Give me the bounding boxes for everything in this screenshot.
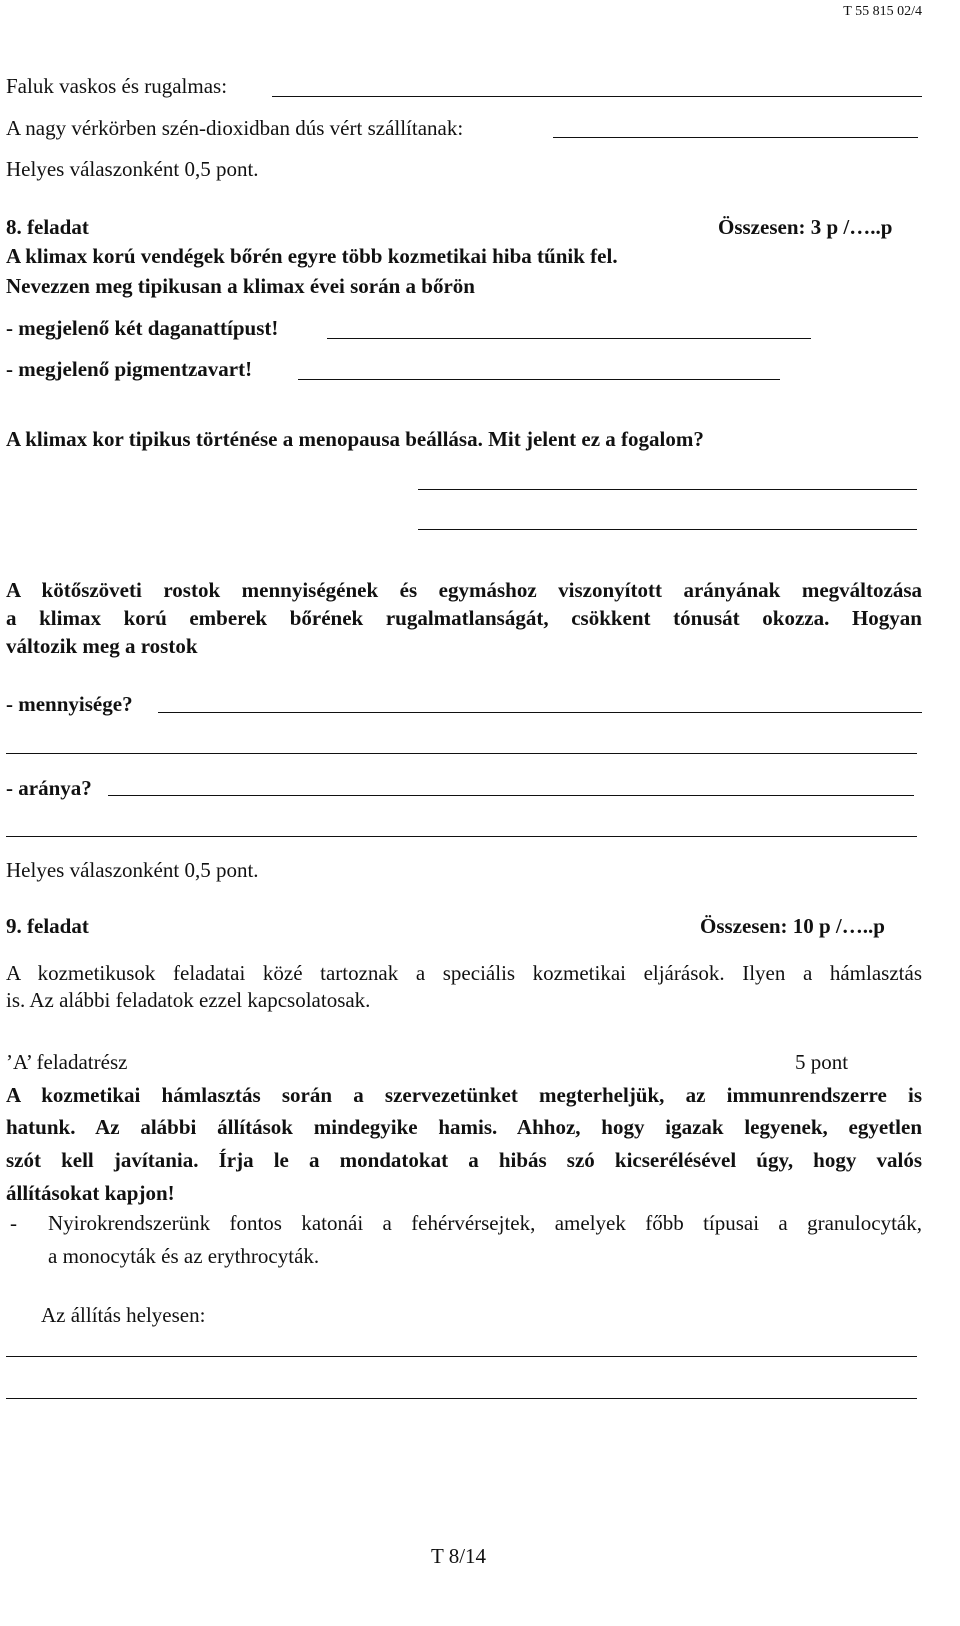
list-dash: - — [10, 1211, 17, 1235]
task9-title: 9. feladat — [6, 914, 89, 938]
answer-line[interactable] — [6, 1356, 917, 1357]
answer-line[interactable] — [327, 338, 811, 339]
task8-title: 8. feladat — [6, 215, 89, 239]
fibers-text-line-1: A kötőszöveti rostok mennyiségének és egymáshoz viszonyított arányának megváltozása — [6, 578, 922, 602]
scoring-note: Helyes válaszonként 0,5 pont. — [6, 157, 259, 181]
instruction-line-2: hatunk. Az alábbi állítások mindegyike hamis. Ahhoz, hogy igazak legyenek, egyetlen — [6, 1115, 922, 1139]
question-menopause: A klimax kor tipikus történése a menopausa beállása. Mit jelent ez a fogalom? — [6, 427, 704, 451]
answer-line[interactable] — [272, 96, 922, 97]
question-arteries: Faluk vaskos és rugalmas: — [6, 74, 228, 98]
question-ratio: - aránya? — [6, 776, 92, 800]
document-code: T 55 815 02/4 — [843, 4, 922, 19]
answer-line[interactable] — [6, 836, 917, 837]
answer-line[interactable] — [298, 379, 780, 380]
fibers-text-line-3: változik meg a rostok — [6, 634, 198, 658]
question-veins: A nagy vérkörben szén-dioxidban dús vért szállítanak: — [6, 116, 464, 140]
question-amount: - mennyisége? — [6, 692, 133, 716]
task8-intro: A klimax korú vendégek bőrén egyre több kozmetikai hiba tűnik fel. — [6, 244, 618, 268]
instruction-line-4: állításokat kapjon! — [6, 1181, 175, 1205]
question-tumors: - megjelenő két daganattípust! — [6, 316, 279, 340]
statement-line-1: Nyirokrendszerünk fontos katonái a fehérvérsejtek, amelyek főbb típusai a granulocyták, — [48, 1211, 922, 1235]
task9-total: Összesen: 10 p /…..p — [700, 914, 885, 938]
answer-line[interactable] — [108, 795, 914, 796]
answer-line[interactable] — [418, 529, 917, 530]
part-a-points: 5 pont — [795, 1050, 849, 1074]
answer-line[interactable] — [6, 1398, 917, 1399]
answer-label: Az állítás helyesen: — [41, 1303, 206, 1327]
question-pigment: - megjelenő pigmentzavart! — [6, 357, 253, 381]
part-a-label: ’A’ feladatrész — [6, 1050, 128, 1074]
answer-line[interactable] — [418, 489, 917, 490]
answer-line[interactable] — [553, 137, 918, 138]
instruction-line-3: szót kell javítania. Írja le a mondatokat a hibás szó kicserélésével úgy, hogy valós — [6, 1148, 922, 1172]
task8-total: Összesen: 3 p /…..p — [718, 215, 893, 239]
scoring-note: Helyes válaszonként 0,5 pont. — [6, 858, 259, 882]
statement-line-2: a monocyták és az erythrocyták. — [48, 1244, 320, 1268]
fibers-text-line-2: a klimax korú emberek bőrének rugalmatlanságát, csökkent tónusát okozza. Hogyan — [6, 606, 922, 630]
page-number: T 8/14 — [431, 1544, 487, 1568]
task9-intro-line-1: A kozmetikusok feladatai közé tartoznak a speciális kozmetikai eljárások. Ilyen a hámlasztás — [6, 961, 922, 985]
answer-line[interactable] — [6, 753, 917, 754]
instruction-line-1: A kozmetikai hámlasztás során a szervezetünket megterheljük, az immunrendszerre is — [6, 1083, 922, 1107]
task9-intro-line-2: is. Az alábbi feladatok ezzel kapcsolatosak. — [6, 988, 371, 1012]
answer-line[interactable] — [158, 712, 922, 713]
task8-name-prompt: Nevezzen meg tipikusan a klimax évei során a bőrön — [6, 274, 475, 298]
